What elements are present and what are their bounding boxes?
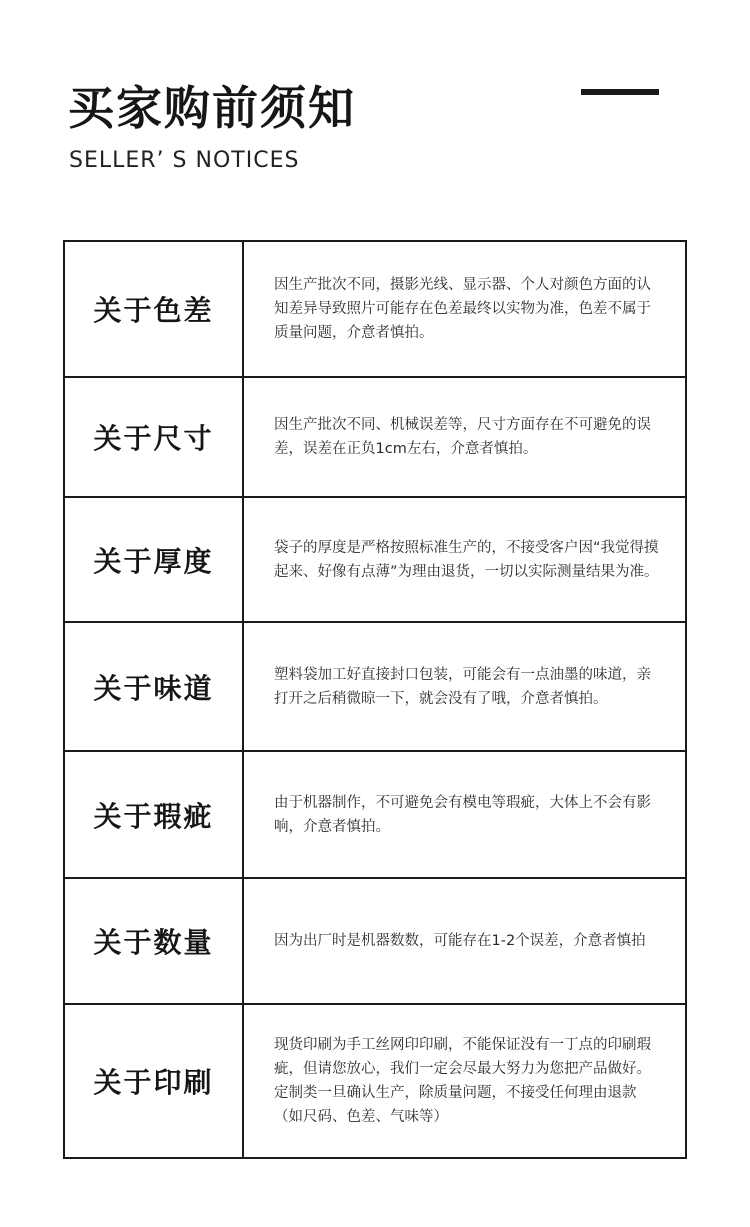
notice-text: 现货印刷为手工丝网印印刷，不能保证没有一丁点的印刷瑕疵，但请您放心，我们一定会尽最大努力为您把产品做好。定制类一旦确认生产，除质量问题，不接受任何理由退款（如尺码、色差、气味等）: [274, 1037, 651, 1125]
notice-text-printing: [244, 1005, 685, 1157]
notice-text: 因生产批次不同、机械误差等，尺寸方面存在不可避免的误差，误差在正负1cm左右，介意者慎拍。: [274, 417, 651, 457]
page-title: 买家购前须知: [68, 81, 356, 135]
notice-text-smell: [244, 623, 685, 752]
notice-table: [63, 240, 687, 1159]
notice-text: 袋子的厚度是严格按照标准生产的，不接受客户因“我觉得摸起来、好像有点薄”为理由退货，一切以实际测量结果为准。: [274, 539, 659, 580]
notice-text-color: [244, 242, 685, 378]
notice-text-flaws: [244, 752, 685, 879]
notice-text-thickness: [244, 498, 685, 623]
notice-label-quantity: 关于数量: [65, 879, 244, 1005]
page-subtitle: SELLER’ S NOTICES: [69, 148, 300, 173]
notice-label-printing: 关于印刷: [65, 1005, 244, 1157]
decorative-bar: [581, 89, 659, 95]
notice-text: 塑料袋加工好直接封口包装，可能会有一点油墨的味道，亲打开之后稍微晾一下，就会没有了哦，介意者慎拍。: [274, 666, 651, 707]
notice-label-flaws: 关于瑕疵: [65, 752, 244, 879]
notice-text: 因为出厂时是机器数数，可能存在1-2个误差，介意者慎拍: [274, 933, 646, 949]
notice-text: 因生产批次不同，摄影光线、显示器、个人对颜色方面的认知差异导致照片可能存在色差最终以实物为准，色差不属于质量问题，介意者慎拍。: [274, 277, 651, 341]
notice-label-thickness: 关于厚度: [65, 498, 244, 623]
notice-text-quantity: [244, 879, 685, 1005]
notice-text-size: [244, 378, 685, 498]
notice-label-color: 关于色差: [65, 242, 244, 378]
notice-label-smell: 关于味道: [65, 623, 244, 752]
notice-text: 由于机器制作，不可避免会有模电等瑕疵，大体上不会有影响，介意者慎拍。: [274, 794, 651, 835]
notice-label-size: 关于尺寸: [65, 378, 244, 498]
